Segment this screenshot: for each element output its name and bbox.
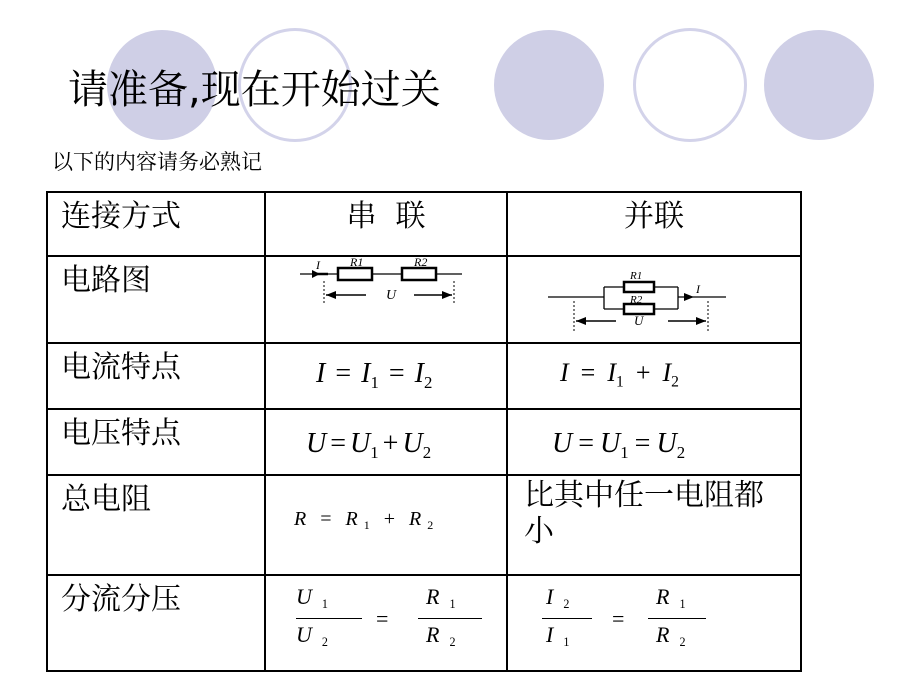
resistor-label-r1: R1 [350,257,364,269]
series-voltage-ratio: U $_1$ U $_2$ [296,584,366,656]
header-series [265,192,507,256]
series-current-formula: $I = I_1 = I_2$ [316,358,433,392]
parallel-current-ratio: I $_2$ I $_1$ [542,584,602,656]
resistance-row-label: 总电阻 [47,475,265,575]
parallel-voltage-cell [507,409,801,475]
parallel-circuit-diagram [508,257,802,344]
header-parallel [507,192,801,256]
parallel-label-r2: R2 [630,294,643,306]
division-row [47,575,801,671]
series-diagram-cell [265,256,507,343]
series-voltage-cell [265,409,507,475]
resistance-row [47,475,801,575]
resistor-label-r2: R2 [414,257,428,269]
slide-subtitle: 以下的内容请务必熟记 [52,150,262,174]
comparison-table [46,191,802,672]
parallel-ratio-equals: = [612,606,625,631]
current-row-label: 电流特点 [47,343,265,409]
parallel-voltage-formula: $U = U_1 = U_2$ [552,428,686,462]
current-row [47,343,801,409]
parallel-current-formula: $I = I_1 + I_2$ [560,358,679,391]
series-ratio-equals: = [376,606,389,631]
series-resistance-cell [265,475,507,575]
voltage-row-label: 电压特点 [47,409,265,475]
series-resistance-ratio: R $_1$ R $_2$ [418,584,488,656]
voltage-row [47,409,801,475]
series-circuit-diagram [266,257,508,344]
decor-circle-5 [764,30,874,140]
header-method: 连接方式 [47,192,265,256]
slide-title: 请准备,现在开始过关 [68,67,441,113]
parallel-resistance-cell [507,475,801,575]
parallel-current-label: I [696,282,700,296]
series-voltage-formula: $U = U_1 + U_2$ [306,428,432,462]
parallel-label-r1: R1 [630,270,643,282]
header-parallel-label: 并联 [624,199,684,234]
parallel-resistance-text: 比其中任一电阻都小 [524,478,764,549]
series-division-cell [265,575,507,671]
parallel-diagram-cell [507,256,801,343]
decor-circle-4 [633,28,747,142]
parallel-voltage-label: U [634,313,644,328]
header-series-label: 串 联 [346,199,426,234]
header-row [47,192,801,256]
division-row-label: 分流分压 [47,575,265,671]
parallel-resistance-ratio: R $_1$ R $_2$ [648,584,718,656]
current-label-i: I [316,258,320,272]
parallel-current-cell [507,343,801,409]
voltage-label-u: U [386,288,397,303]
diagram-row [47,256,801,343]
series-current-cell [265,343,507,409]
decor-circle-3 [494,30,604,140]
series-resistance-formula: R = R $_1$ + R $_2$ [294,508,434,533]
diagram-row-label: 电路图 [47,256,265,343]
parallel-division-cell [507,575,801,671]
